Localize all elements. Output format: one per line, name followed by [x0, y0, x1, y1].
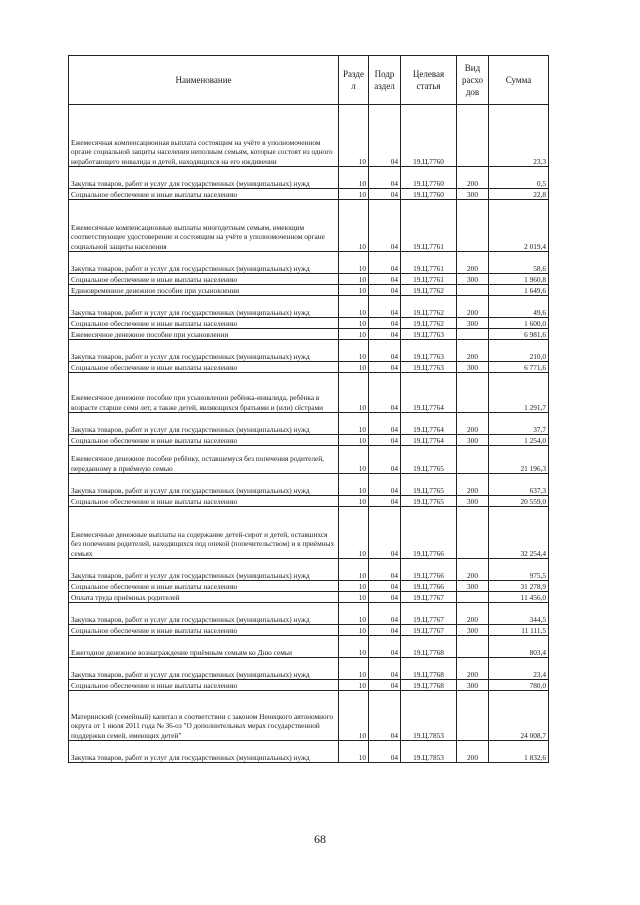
- cell-podrazdel: 04: [369, 189, 401, 200]
- cell-razdel: 10: [339, 362, 369, 373]
- cell-expense-type: 200: [457, 658, 489, 680]
- cell-name: Закупка товаров, работ и услуг для государственных (муниципальных) нужд: [69, 603, 339, 625]
- cell-expense-type: [457, 636, 489, 658]
- cell-sum: 6 771,6: [489, 362, 549, 373]
- cell-sum: 780,0: [489, 680, 549, 691]
- cell-podrazdel: 04: [369, 413, 401, 435]
- table-row: [69, 507, 549, 559]
- cell-razdel: 10: [339, 167, 369, 189]
- cell-sum: 21 196,3: [489, 446, 549, 474]
- cell-razdel: 10: [339, 691, 369, 741]
- cell-name: Ежемесячные денежные выплаты на содержание детей-сирот и детей, оставшихся без попечения родителей, находящихся под опекой (попечительством) и в приёмных семьях: [69, 507, 339, 559]
- cell-razdel: 10: [339, 636, 369, 658]
- cell-name: Ежемесячные компенсационные выплаты многодетным семьям, имеющим соответствующее удостоверение и состоящим на учёте в уполномоченном органе социальной защиты населения: [69, 200, 339, 252]
- cell-name: Закупка товаров, работ и услуг для государственных (муниципальных) нужд: [69, 296, 339, 318]
- cell-sum: 31 278,9: [489, 581, 549, 592]
- table-row: [69, 625, 549, 636]
- cell-razdel: 10: [339, 274, 369, 285]
- cell-razdel: 10: [339, 373, 369, 413]
- cell-name: Социальное обеспечение и иные выплаты населению: [69, 189, 339, 200]
- cell-expense-type: [457, 105, 489, 167]
- cell-sum: 23,3: [489, 105, 549, 167]
- cell-sum: 23,4: [489, 658, 549, 680]
- table-row: [69, 474, 549, 496]
- cell-expense-type: [457, 285, 489, 296]
- cell-razdel: 10: [339, 105, 369, 167]
- cell-name: Ежемесячное денежное пособие ребёнку, оставшемуся без попечения родителей, переданному в приёмную семью: [69, 446, 339, 474]
- cell-expense-type: 300: [457, 625, 489, 636]
- cell-target: 19.Ц.7764: [401, 373, 457, 413]
- cell-podrazdel: 04: [369, 496, 401, 507]
- table-row: [69, 373, 549, 413]
- cell-expense-type: 200: [457, 559, 489, 581]
- header-podrazdel: Подр аздел: [369, 56, 401, 105]
- cell-sum: 37,7: [489, 413, 549, 435]
- cell-razdel: 10: [339, 446, 369, 474]
- table-row: [69, 340, 549, 362]
- table-row: [69, 581, 549, 592]
- cell-expense-type: 300: [457, 362, 489, 373]
- cell-name: Ежемесячное денежное пособие при усыновлении ребёнка-инвалида, ребёнка в возрасте старше семи лет, а также детей, являющихся братьями и (или) сёстрами: [69, 373, 339, 413]
- cell-expense-type: 200: [457, 167, 489, 189]
- cell-sum: 1 960,8: [489, 274, 549, 285]
- cell-target: 19.Ц.7768: [401, 636, 457, 658]
- cell-name: Социальное обеспечение и иные выплаты населению: [69, 496, 339, 507]
- cell-sum: 1 600,0: [489, 318, 549, 329]
- table-row: [69, 362, 549, 373]
- cell-sum: 11 456,0: [489, 592, 549, 603]
- header-name: Наименование: [69, 56, 339, 105]
- budget-table: [68, 55, 549, 763]
- cell-razdel: 10: [339, 496, 369, 507]
- cell-sum: 803,4: [489, 636, 549, 658]
- table-row: [69, 318, 549, 329]
- table-row: [69, 636, 549, 658]
- cell-podrazdel: 04: [369, 200, 401, 252]
- cell-sum: 975,5: [489, 559, 549, 581]
- cell-name: Закупка товаров, работ и услуг для государственных (муниципальных) нужд: [69, 559, 339, 581]
- cell-target: 19.Ц.7760: [401, 105, 457, 167]
- cell-razdel: 10: [339, 296, 369, 318]
- cell-name: Социальное обеспечение и иные выплаты населению: [69, 625, 339, 636]
- cell-razdel: 10: [339, 474, 369, 496]
- cell-target: 19.Ц.7768: [401, 680, 457, 691]
- cell-razdel: 10: [339, 285, 369, 296]
- cell-name: Единовременное денежное пособие при усыновлении: [69, 285, 339, 296]
- cell-target: 19.Ц.7765: [401, 446, 457, 474]
- cell-sum: 11 111,5: [489, 625, 549, 636]
- cell-razdel: 10: [339, 658, 369, 680]
- table-row: [69, 741, 549, 763]
- cell-name: Закупка товаров, работ и услуг для государственных (муниципальных) нужд: [69, 252, 339, 274]
- cell-target: 19.Ц.7766: [401, 559, 457, 581]
- cell-name: Закупка товаров, работ и услуг для государственных (муниципальных) нужд: [69, 167, 339, 189]
- cell-expense-type: 200: [457, 296, 489, 318]
- header-sum: Сумма: [489, 56, 549, 105]
- cell-podrazdel: 04: [369, 507, 401, 559]
- cell-expense-type: 300: [457, 435, 489, 446]
- cell-sum: 20 559,0: [489, 496, 549, 507]
- cell-name: Материнский (семейный) капитал в соответствии с законом Ненецкого автономного округа от 1 июля 2011 года № 36-оз "О дополнительных мерах государственной поддержки семей, имеющих детей": [69, 691, 339, 741]
- cell-target: 19.Ц.7766: [401, 581, 457, 592]
- cell-podrazdel: 04: [369, 285, 401, 296]
- cell-sum: 6 981,6: [489, 329, 549, 340]
- cell-razdel: 10: [339, 200, 369, 252]
- cell-expense-type: [457, 200, 489, 252]
- cell-podrazdel: 04: [369, 105, 401, 167]
- cell-podrazdel: 04: [369, 446, 401, 474]
- cell-expense-type: 300: [457, 496, 489, 507]
- cell-podrazdel: 04: [369, 625, 401, 636]
- cell-sum: 0,5: [489, 167, 549, 189]
- cell-razdel: 10: [339, 680, 369, 691]
- table-row: [69, 105, 549, 167]
- cell-razdel: 10: [339, 329, 369, 340]
- table-row: [69, 167, 549, 189]
- cell-target: 19.Ц.7767: [401, 592, 457, 603]
- cell-name: Оплата труда приёмных родителей: [69, 592, 339, 603]
- cell-expense-type: [457, 373, 489, 413]
- cell-target: 19.Ц.7767: [401, 603, 457, 625]
- header-expense-type: Вид расхо дов: [457, 56, 489, 105]
- cell-expense-type: 200: [457, 252, 489, 274]
- cell-sum: 24 008,7: [489, 691, 549, 741]
- cell-podrazdel: 04: [369, 329, 401, 340]
- cell-target: 19.Ц.7768: [401, 658, 457, 680]
- cell-name: Закупка товаров, работ и услуг для государственных (муниципальных) нужд: [69, 413, 339, 435]
- table-row: [69, 435, 549, 446]
- cell-target: 19.Ц.7762: [401, 296, 457, 318]
- table-row: [69, 285, 549, 296]
- cell-podrazdel: 04: [369, 373, 401, 413]
- cell-name: Ежемесячная компенсационная выплата состоящим на учёте в уполномоченном органе социальной защиты населения неполным семьям, которые состоят из одного неработающего инвалида и детей, находящихся на его иждивении: [69, 105, 339, 167]
- cell-target: 19.Ц.7763: [401, 362, 457, 373]
- cell-razdel: 10: [339, 592, 369, 603]
- cell-name: Социальное обеспечение и иные выплаты населению: [69, 581, 339, 592]
- cell-target: 19.Ц.7761: [401, 274, 457, 285]
- cell-name: Ежегодное денежное вознаграждение приёмным семьям ко Дню семьи: [69, 636, 339, 658]
- table-row: [69, 413, 549, 435]
- cell-target: 19.Ц.7760: [401, 189, 457, 200]
- cell-razdel: 10: [339, 318, 369, 329]
- cell-expense-type: 200: [457, 340, 489, 362]
- table-row: [69, 658, 549, 680]
- cell-sum: 32 254,4: [489, 507, 549, 559]
- cell-expense-type: 200: [457, 474, 489, 496]
- cell-name: Закупка товаров, работ и услуг для государственных (муниципальных) нужд: [69, 474, 339, 496]
- cell-podrazdel: 04: [369, 340, 401, 362]
- cell-target: 19.Ц.7766: [401, 507, 457, 559]
- table-row: [69, 296, 549, 318]
- cell-razdel: 10: [339, 507, 369, 559]
- cell-razdel: 10: [339, 189, 369, 200]
- cell-podrazdel: 04: [369, 167, 401, 189]
- cell-sum: 210,0: [489, 340, 549, 362]
- cell-target: 19.Ц.7853: [401, 741, 457, 763]
- cell-expense-type: 200: [457, 603, 489, 625]
- cell-razdel: 10: [339, 603, 369, 625]
- cell-razdel: 10: [339, 340, 369, 362]
- cell-podrazdel: 04: [369, 252, 401, 274]
- cell-expense-type: [457, 507, 489, 559]
- cell-podrazdel: 04: [369, 680, 401, 691]
- cell-target: 19.Ц.7853: [401, 691, 457, 741]
- cell-expense-type: 300: [457, 581, 489, 592]
- cell-sum: 49,6: [489, 296, 549, 318]
- header-razdel: Разде л: [339, 56, 369, 105]
- cell-name: Закупка товаров, работ и услуг для государственных (муниципальных) нужд: [69, 658, 339, 680]
- table-row: [69, 603, 549, 625]
- cell-podrazdel: 04: [369, 592, 401, 603]
- table-row: [69, 189, 549, 200]
- cell-name: Социальное обеспечение и иные выплаты населению: [69, 680, 339, 691]
- cell-sum: 1 291,7: [489, 373, 549, 413]
- cell-target: 19.Ц.7761: [401, 200, 457, 252]
- cell-podrazdel: 04: [369, 296, 401, 318]
- table-row: [69, 691, 549, 741]
- cell-podrazdel: 04: [369, 318, 401, 329]
- cell-podrazdel: 04: [369, 636, 401, 658]
- cell-podrazdel: 04: [369, 559, 401, 581]
- cell-name: Закупка товаров, работ и услуг для государственных (муниципальных) нужд: [69, 741, 339, 763]
- cell-expense-type: [457, 329, 489, 340]
- table-header-row: [69, 56, 549, 105]
- cell-name: Социальное обеспечение и иные выплаты населению: [69, 362, 339, 373]
- table-row: [69, 559, 549, 581]
- table-row: [69, 446, 549, 474]
- cell-expense-type: 300: [457, 680, 489, 691]
- cell-podrazdel: 04: [369, 741, 401, 763]
- cell-razdel: 10: [339, 559, 369, 581]
- cell-target: 19.Ц.7767: [401, 625, 457, 636]
- cell-target: 19.Ц.7761: [401, 252, 457, 274]
- table-row: [69, 680, 549, 691]
- cell-target: 19.Ц.7762: [401, 285, 457, 296]
- cell-sum: 1 649,6: [489, 285, 549, 296]
- cell-razdel: 10: [339, 625, 369, 636]
- cell-name: Закупка товаров, работ и услуг для государственных (муниципальных) нужд: [69, 340, 339, 362]
- cell-podrazdel: 04: [369, 603, 401, 625]
- cell-expense-type: 300: [457, 318, 489, 329]
- cell-target: 19.Ц.7762: [401, 318, 457, 329]
- table-row: [69, 496, 549, 507]
- table-row: [69, 274, 549, 285]
- cell-name: Социальное обеспечение и иные выплаты населению: [69, 318, 339, 329]
- cell-expense-type: [457, 446, 489, 474]
- cell-podrazdel: 04: [369, 581, 401, 592]
- cell-sum: 58,6: [489, 252, 549, 274]
- cell-expense-type: 300: [457, 189, 489, 200]
- table-row: [69, 252, 549, 274]
- cell-podrazdel: 04: [369, 435, 401, 446]
- cell-expense-type: [457, 592, 489, 603]
- cell-target: 19.Ц.7765: [401, 474, 457, 496]
- cell-sum: 1 254,0: [489, 435, 549, 446]
- cell-podrazdel: 04: [369, 474, 401, 496]
- cell-sum: 22,8: [489, 189, 549, 200]
- cell-name: Социальное обеспечение и иные выплаты населению: [69, 435, 339, 446]
- table-body: [69, 105, 549, 763]
- table-row: [69, 592, 549, 603]
- cell-target: 19.Ц.7763: [401, 340, 457, 362]
- cell-podrazdel: 04: [369, 274, 401, 285]
- cell-expense-type: 200: [457, 741, 489, 763]
- cell-target: 19.Ц.7763: [401, 329, 457, 340]
- header-target: Целевая статья: [401, 56, 457, 105]
- table-row: [69, 329, 549, 340]
- cell-target: 19.Ц.7764: [401, 413, 457, 435]
- cell-target: 19.Ц.7765: [401, 496, 457, 507]
- cell-podrazdel: 04: [369, 362, 401, 373]
- cell-razdel: 10: [339, 741, 369, 763]
- cell-expense-type: [457, 691, 489, 741]
- cell-expense-type: 300: [457, 274, 489, 285]
- cell-razdel: 10: [339, 252, 369, 274]
- cell-name: Ежемесячное денежное пособие при усыновлении: [69, 329, 339, 340]
- cell-razdel: 10: [339, 413, 369, 435]
- cell-podrazdel: 04: [369, 691, 401, 741]
- page-number: 68: [314, 832, 326, 846]
- table-row: [69, 200, 549, 252]
- cell-expense-type: 200: [457, 413, 489, 435]
- cell-sum: 2 019,4: [489, 200, 549, 252]
- cell-podrazdel: 04: [369, 658, 401, 680]
- cell-sum: 344,5: [489, 603, 549, 625]
- cell-razdel: 10: [339, 581, 369, 592]
- cell-name: Социальное обеспечение и иные выплаты населению: [69, 274, 339, 285]
- cell-sum: 1 832,6: [489, 741, 549, 763]
- cell-target: 19.Ц.7764: [401, 435, 457, 446]
- cell-sum: 637,3: [489, 474, 549, 496]
- cell-razdel: 10: [339, 435, 369, 446]
- cell-target: 19.Ц.7760: [401, 167, 457, 189]
